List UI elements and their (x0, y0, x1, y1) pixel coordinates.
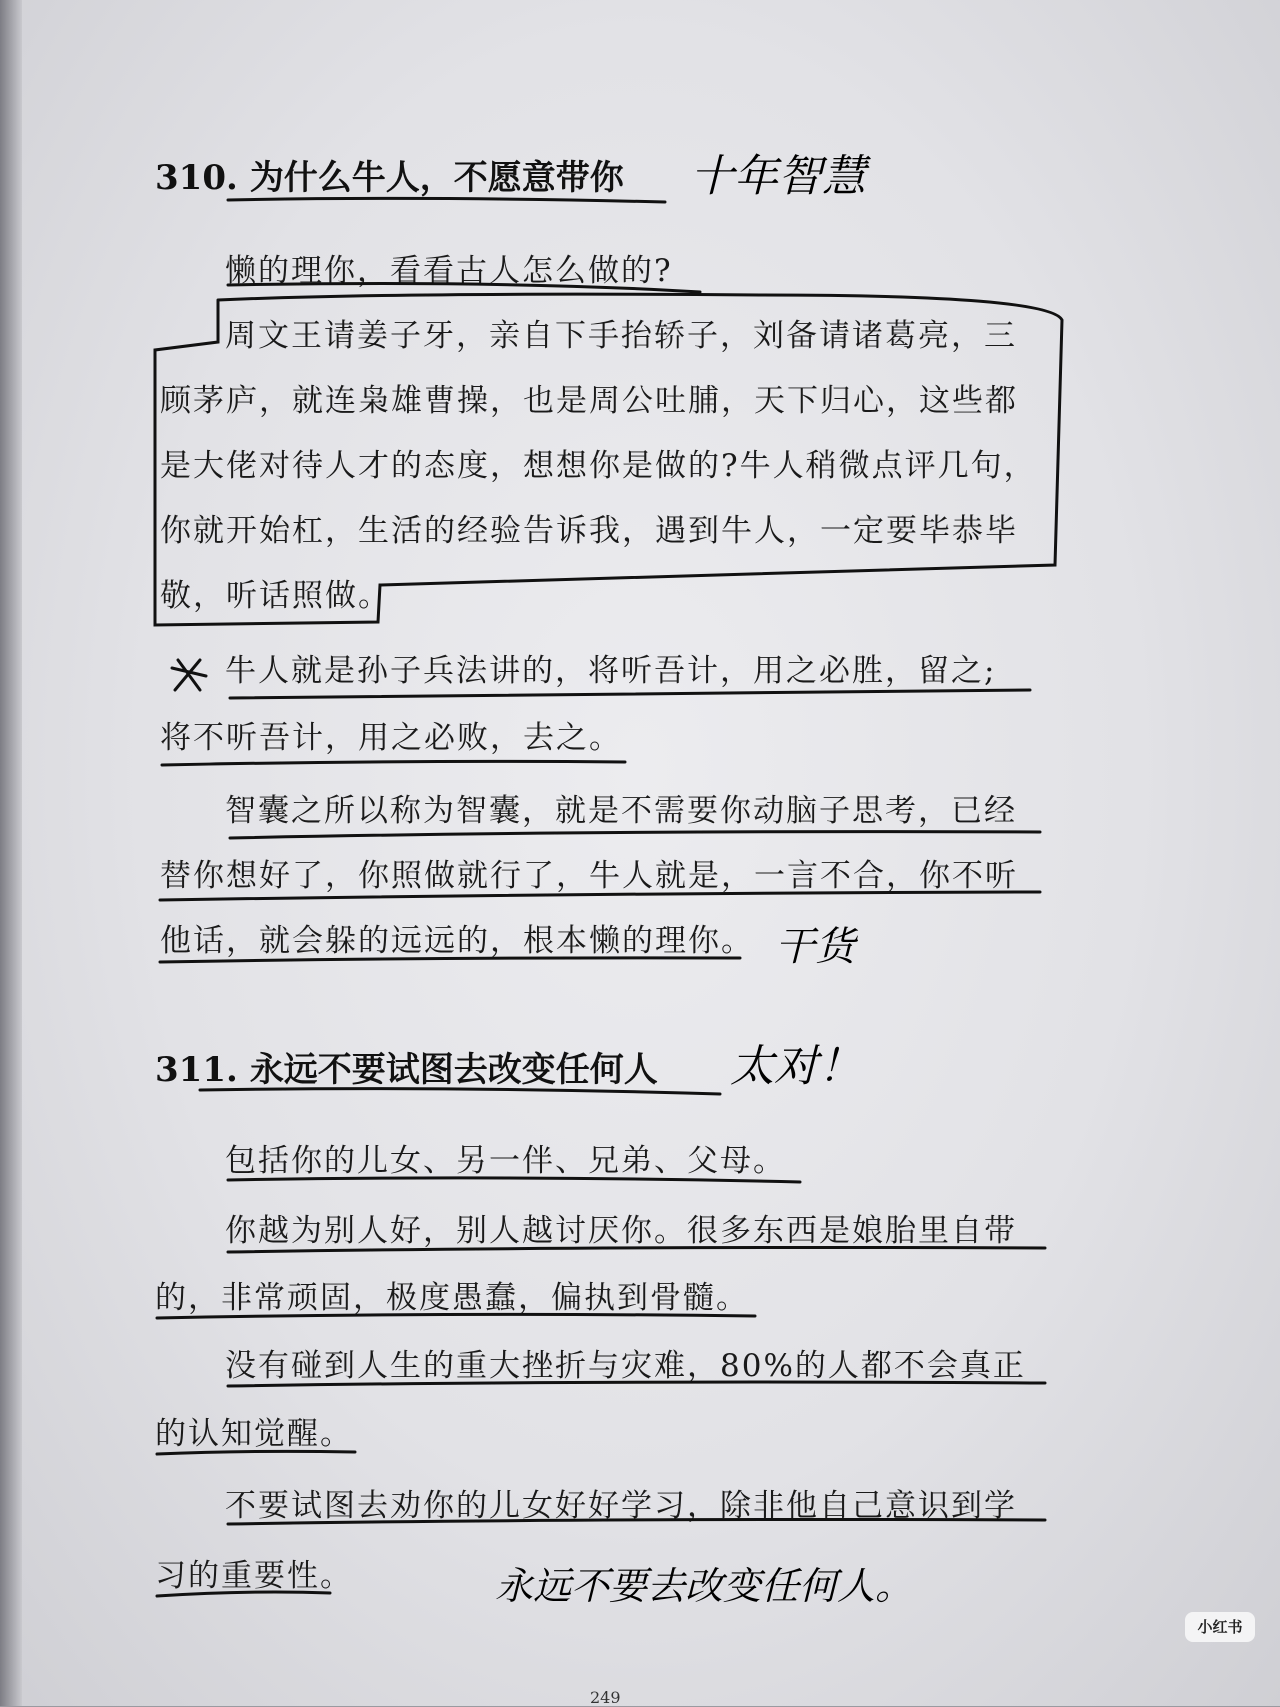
paragraph-line: 将不听吾计，用之必败，去之。 (160, 720, 622, 756)
underline (230, 690, 1030, 698)
underline (228, 1382, 1045, 1386)
underline (228, 1178, 800, 1182)
paragraph-line: 敬，听话照做。 (160, 578, 391, 614)
paragraph-line: 没有碰到人生的重大挫折与灾难，80%的人都不会真正 (225, 1348, 1026, 1384)
paragraph-line: 他话，就会躲的远远的，根本懒的理你。 (160, 923, 754, 959)
handwritten-margin-note: 永远不要去改变任何人。 (495, 1564, 914, 1608)
paragraph-line: 不要试图去劝你的儿女好好学习，除非他自己意识到学 (225, 1488, 1017, 1524)
underline (228, 1248, 1045, 1253)
paragraph-line: 牛人就是孙子兵法讲的，将听吾计，用之必胜，留之; (225, 653, 997, 689)
paragraph-line: 顾茅庐，就连枭雄曹操，也是周公吐脯，天下归心，这些都 (160, 383, 1018, 419)
underline (157, 1592, 330, 1596)
underline (157, 1314, 755, 1318)
paragraph-line: 包括你的儿女、另一伴、兄弟、父母。 (225, 1143, 786, 1179)
paragraph-line: 习的重要性。 (155, 1558, 353, 1594)
highlight-box (155, 294, 1062, 625)
underline (228, 284, 700, 292)
cross-mark (172, 660, 206, 690)
section-number: 311. (155, 1050, 238, 1090)
watermark-logo: 小红书 (1185, 1612, 1255, 1642)
handwritten-margin-note: 干货 (775, 924, 855, 970)
paragraph-line: 是大佬对待人才的态度，想想你是做的?牛人稍微点评几句， (160, 448, 1037, 484)
heading-underline (200, 1089, 720, 1094)
section-title: 为什么牛人，不愿意带你 (249, 158, 624, 198)
underline (160, 958, 740, 962)
handwritten-note: 十年智慧 (690, 151, 866, 202)
heading-underline (228, 198, 665, 202)
paragraph-line: 的，非常顽固，极度愚蠢，偏执到骨髓。 (155, 1280, 749, 1316)
paragraph-line: 替你想好了，你照做就行了，牛人就是，一言不合，你不听 (160, 858, 1018, 894)
paragraph-line: 你就开始杠，生活的经验告诉我，遇到牛人，一定要毕恭毕 (160, 513, 1018, 549)
section-number: 310. (155, 158, 238, 198)
page-number: 249 (590, 1688, 621, 1707)
paragraph-line: 懒的理你，看看古人怎么做的? (225, 253, 673, 289)
underline (160, 892, 1040, 900)
paragraph-line: 周文王请姜子牙，亲自下手抬轿子，刘备请诸葛亮，三 (225, 318, 1017, 354)
underline (157, 1451, 355, 1454)
paragraph-line: 的认知觉醒。 (155, 1416, 353, 1452)
paragraph-line: 智囊之所以称为智囊，就是不需要你动脑子思考，已经 (225, 793, 1017, 829)
underline (228, 1520, 1045, 1525)
section-title: 永远不要试图去改变任何人 (249, 1050, 658, 1090)
handwritten-note: 太对！ (730, 1041, 862, 1092)
underline (230, 832, 1040, 838)
paragraph-line: 你越为别人好，别人越讨厌你。很多东西是娘胎里自带 (225, 1213, 1017, 1249)
underline (162, 761, 625, 765)
